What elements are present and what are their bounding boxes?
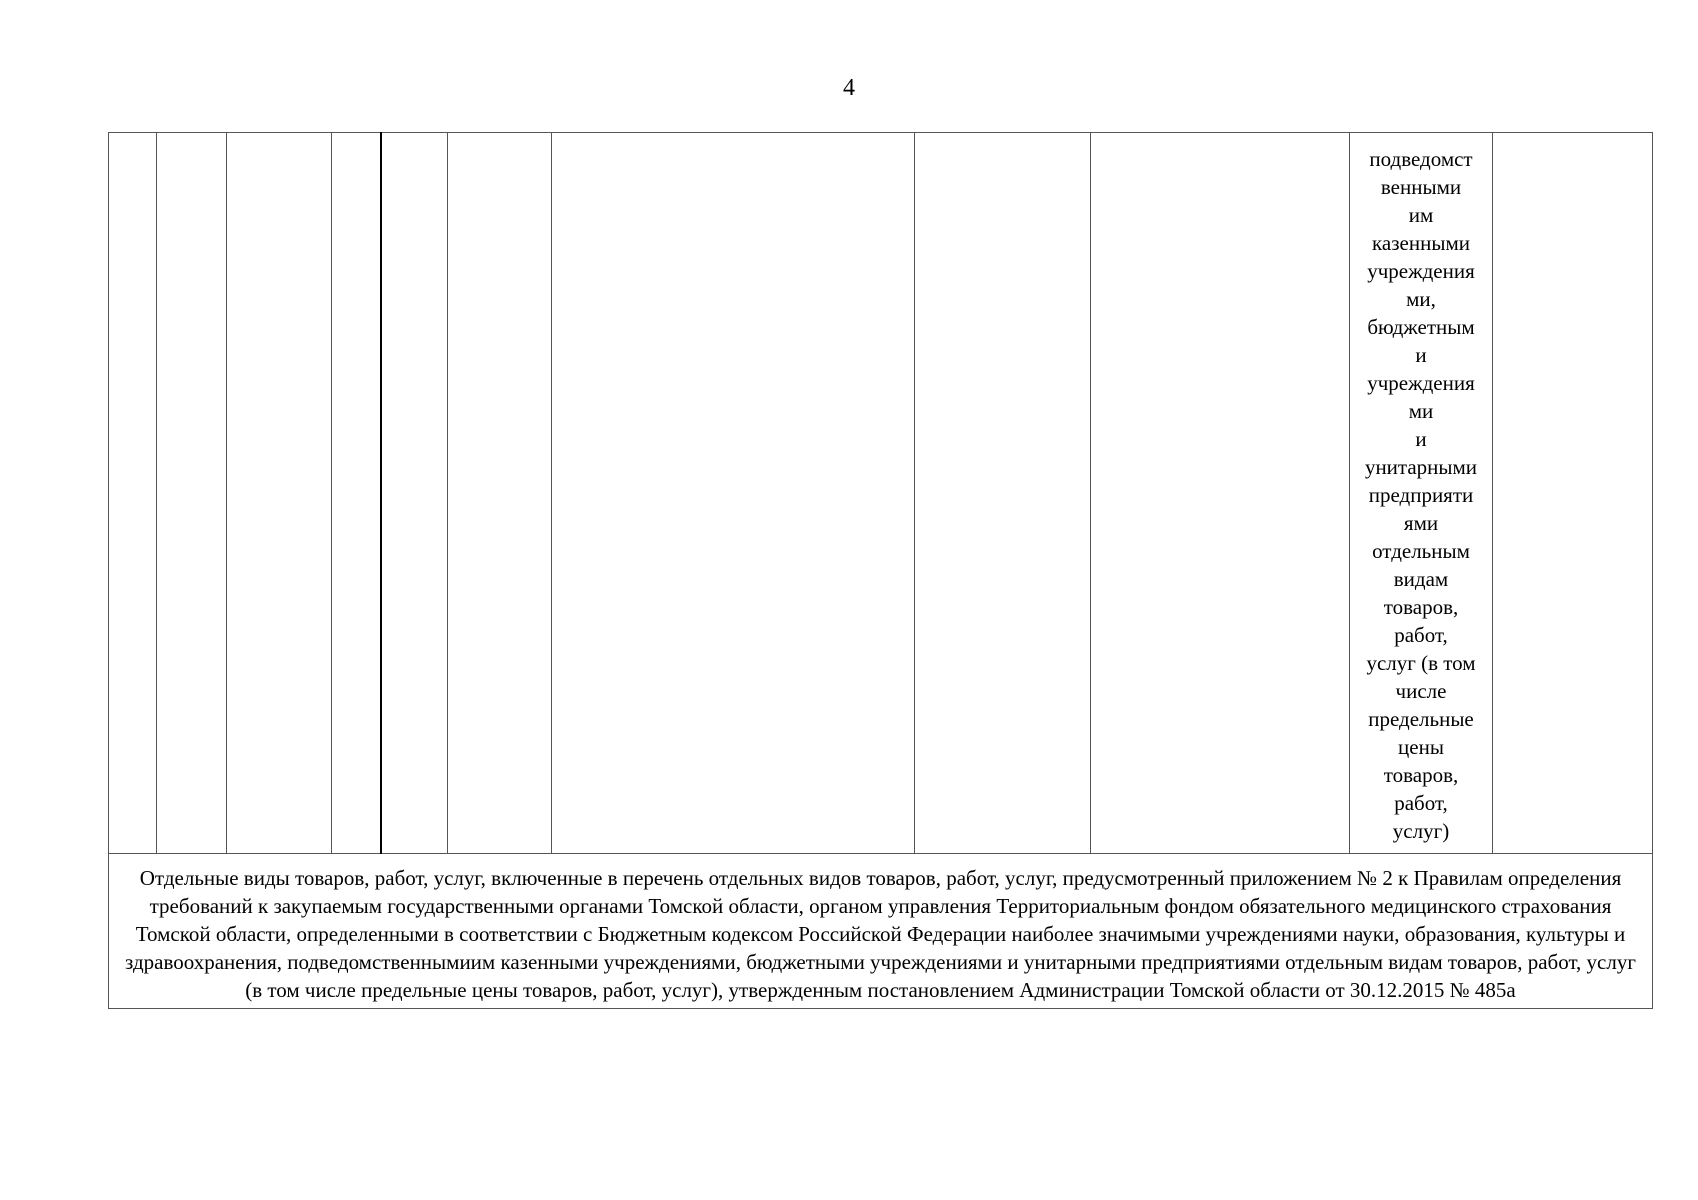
cell-line: и bbox=[1415, 427, 1427, 451]
page-number: 4 bbox=[843, 75, 855, 101]
cell-line: ми, bbox=[1406, 287, 1436, 311]
cell-line: предельные bbox=[1368, 707, 1474, 731]
cell-line: унитарными bbox=[1364, 455, 1478, 479]
table-cell bbox=[1493, 133, 1653, 854]
cell-line: ми bbox=[1408, 399, 1434, 423]
table-cell bbox=[157, 133, 227, 854]
table-cell bbox=[381, 133, 448, 854]
cell-line: работ, bbox=[1394, 623, 1448, 647]
cell-line: числе bbox=[1395, 679, 1447, 703]
table-cell bbox=[915, 133, 1091, 854]
cell-line: предприяти bbox=[1368, 483, 1474, 507]
cell-line: венными bbox=[1380, 175, 1462, 199]
cell-line: товаров, bbox=[1383, 595, 1459, 619]
cell-line: им bbox=[1408, 203, 1434, 227]
cell-line: ями bbox=[1403, 511, 1439, 535]
cell-line: видам bbox=[1393, 567, 1449, 591]
cell-line: работ, bbox=[1394, 791, 1448, 815]
table-cell bbox=[332, 133, 381, 854]
table-cell bbox=[552, 133, 915, 854]
cell-line: товаров, bbox=[1383, 763, 1459, 787]
table-cell bbox=[227, 133, 332, 854]
cell-line: отдельным bbox=[1372, 539, 1470, 563]
table-cell bbox=[1091, 133, 1350, 854]
cell-line: бюджетным bbox=[1367, 315, 1475, 339]
cell-line: цены bbox=[1398, 735, 1444, 759]
cell-line: услуг) bbox=[1392, 819, 1450, 843]
cell-line: услуг (в том bbox=[1366, 651, 1476, 675]
cell-line: подведомст bbox=[1369, 147, 1473, 171]
subordinate-institutions-cell bbox=[1350, 133, 1493, 854]
table-row bbox=[109, 133, 1653, 854]
section-description: Отдельные виды товаров, работ, услуг, включенные в перечень отдельных видов товаров, работ, услуг, предусмотренный приложением № 2 к Правилам определения требований к закупаемым государственными органами Томской области, органом управления Территориальным фондом обязательного медицинского страхования Томской области, определенными в соответствии с Бюджетным кодексом Российской Федерации наиболее значимыми учреждениями науки, образования, культуры и здравоохранения, подведомственнымиим казенными учреждениями, бюджетными учреждениями и унитарными предприятиями отдельным видам товаров, работ, услуг (в том числе предельные цены товаров, работ, услуг), утвержденным постановлением Администрации Томской области от 30.12.2015 № 485а bbox=[109, 854, 1653, 1009]
table-cell bbox=[448, 133, 552, 854]
table-cell bbox=[109, 133, 157, 854]
cell-line: учреждения bbox=[1367, 371, 1475, 395]
table-row bbox=[109, 854, 1653, 1009]
cell-line: учреждения bbox=[1367, 259, 1475, 283]
cell-line: казенными bbox=[1372, 231, 1470, 255]
cell-line: и bbox=[1415, 343, 1427, 367]
requirements-table bbox=[108, 132, 1653, 1009]
